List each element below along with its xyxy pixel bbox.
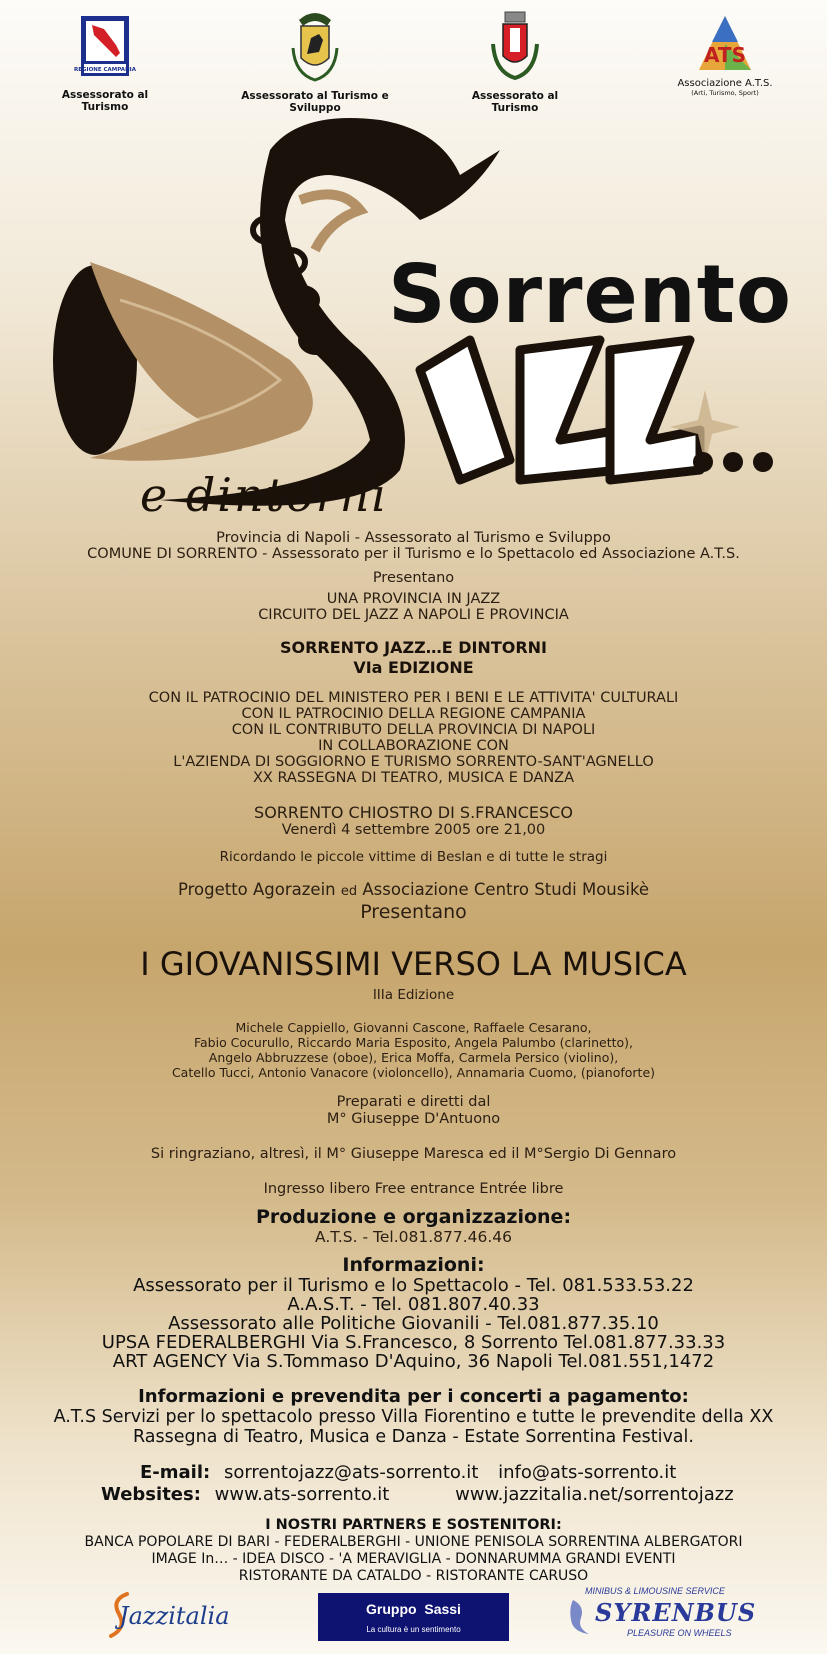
presenter-comune: COMUNE DI SORRENTO - Assessorato per il Turismo e lo Spettacolo ed Associazione A.T.S. xyxy=(87,546,740,562)
performer-line: Michele Cappiello, Giovanni Cascone, Raffaele Cesarano, xyxy=(235,1020,592,1035)
info-line: Assessorato per il Turismo e lo Spettacolo - Tel. 081.533.53.22 xyxy=(133,1275,694,1296)
directed-by-name: M° Giuseppe D'Antuono xyxy=(326,1111,501,1127)
sponsor-caption: Assessorato al Turismo e Sviluppo xyxy=(241,90,389,114)
ats-logo xyxy=(695,14,755,76)
project-mousike: Associazione Centro Studi Mousikè xyxy=(362,880,650,899)
websites-row xyxy=(101,1484,734,1505)
partners-line: BANCA POPOLARE DI BARI - FEDERALBERGHI - UNIONE PENISOLA SORRENTINA ALBERGATORI xyxy=(84,1534,743,1550)
project-ed: ed xyxy=(340,884,358,899)
edition-number: VIa EDIZIONE xyxy=(353,658,474,677)
directed-by-label: Preparati e diretti dal xyxy=(336,1094,491,1110)
sponsor-caption: Assessorato al Turismo xyxy=(471,90,559,114)
patronage-line: IN COLLABORAZIONE CON xyxy=(318,738,509,754)
project-line xyxy=(0,880,827,899)
patronage-line: CON IL PATROCINIO DELLA REGIONE CAMPANIA xyxy=(241,706,586,722)
email-link-sorrentojazz[interactable]: sorrentojazz@ats-sorrento.it xyxy=(223,1462,479,1483)
tickets-line: A.T.S Servizi per lo spettacolo presso Villa Fiorentino e tutte le prevendite della XX xyxy=(53,1407,774,1427)
email-link-info[interactable]: info@ats-sorrento.it xyxy=(498,1462,677,1483)
partners-line: RISTORANTE DA CATALDO - RISTORANTE CARUSO xyxy=(238,1568,589,1584)
concert-title: I GIOVANISSIMI VERSO LA MUSICA xyxy=(140,945,687,983)
circuito-jazz: CIRCUITO DEL JAZZ A NAPOLI E PROVINCIA xyxy=(258,607,569,623)
svg-text:REGIONE CAMPANIA: REGIONE CAMPANIA xyxy=(74,67,136,73)
email-label: E-mail: xyxy=(140,1462,211,1483)
provincia-in-jazz: UNA PROVINCIA IN JAZZ xyxy=(326,591,501,607)
sponsor-caption: Assessorato al Turismo xyxy=(61,89,149,113)
info-heading: Informazioni: xyxy=(342,1254,485,1276)
partners-heading: I NOSTRI PARTNERS E SOSTENITORI: xyxy=(265,1517,562,1533)
info-line: A.A.S.T. - Tel. 081.807.40.33 xyxy=(287,1294,540,1315)
patronage-line: L'AZIENDA DI SOGGIORNO E TURISMO SORRENTO-SANT'AGNELLO xyxy=(173,754,654,770)
partners-line: IMAGE In… - IDEA DISCO - 'A MERAVIGLIA - DONNARUMMA GRANDI EVENTI xyxy=(151,1551,676,1567)
tickets-heading: Informazioni e prevendita per i concerti a pagamento: xyxy=(138,1386,689,1407)
gruppo-sassi-logo xyxy=(318,1593,509,1641)
presenter-provincia: Provincia di Napoli - Assessorato al Turismo e Sviluppo xyxy=(216,530,611,546)
hero-title-sorrento: Sorrento xyxy=(388,248,792,341)
entrance-line: Ingresso libero Free entrance Entrée libre xyxy=(263,1181,564,1197)
performer-line: Catello Tucci, Antonio Vanacore (violoncello), Annamaria Cuomo, (pianoforte) xyxy=(171,1065,656,1080)
jazzitalia-wordmark: Jazzitalia xyxy=(119,1602,230,1630)
info-line: UPSA FEDERALBERGHI Via S.Francesco, 8 Sorrento Tel.081.877.33.33 xyxy=(101,1332,726,1353)
syrenbus-logo xyxy=(565,1586,755,1644)
performer-line: Angelo Abbruzzese (oboe), Erica Moffa, Carmela Persico (violino), xyxy=(208,1050,619,1065)
edition-title: SORRENTO JAZZ…E DINTORNI xyxy=(279,638,547,657)
patronage-line: CON IL CONTRIBUTO DELLA PROVINCIA DI NAPOLI xyxy=(231,722,596,738)
production-line: A.T.S. - Tel.081.877.46.46 xyxy=(314,1228,513,1246)
gruppo-sassi-tagline: La cultura è un sentimento xyxy=(366,1625,461,1634)
sponsor-ats xyxy=(660,8,790,97)
syrenbus-tagline: PLEASURE ON WHEELS xyxy=(627,1628,732,1638)
info-line: Assessorato alle Politiche Giovanili - Tel.081.877.35.10 xyxy=(168,1313,659,1334)
mermaid-icon xyxy=(565,1596,595,1636)
project-presentano: Presentano xyxy=(360,901,467,923)
syrenbus-top-line: MINIBUS & LIMOUSINE SERVICE xyxy=(585,1586,725,1596)
comune-sorrento-crest-icon xyxy=(485,8,545,86)
hero-title-dintorni: e dintorni xyxy=(140,468,389,522)
thanks-line: Si ringraziano, altresì, il M° Giuseppe Maresca ed il M°Sergio Di Gennaro xyxy=(150,1146,677,1162)
production-heading: Produzione e organizzazione: xyxy=(255,1206,572,1228)
venue-place: SORRENTO CHIOSTRO DI S.FRANCESCO xyxy=(254,803,573,822)
sponsor-caption: Associazione A.T.S. xyxy=(677,78,773,89)
website-link-jazzitalia[interactable]: www.jazzitalia.net/sorrentojazz xyxy=(455,1484,734,1505)
regione-campania-logo xyxy=(74,15,136,77)
patronage-line: CON IL PATROCINIO DEL MINISTERO PER I BENI E LE ATTIVITA' CULTURALI xyxy=(148,690,679,706)
sponsor-subcaption: (Arti, Turismo, Sport) xyxy=(691,89,759,97)
venue-dedication: Ricordando le piccole vittime di Beslan e di tutte le stragi xyxy=(219,849,608,865)
syrenbus-wordmark: SYRENBUS xyxy=(595,1598,757,1627)
info-line: ART AGENCY Via S.Tommaso D'Aquino, 36 Napoli Tel.081.551,1472 xyxy=(112,1351,715,1372)
jazzitalia-logo xyxy=(105,1590,245,1642)
provincia-napoli-crest-icon xyxy=(285,8,345,86)
gruppo-sassi-title: Gruppo Sassi xyxy=(366,1601,461,1617)
svg-text:ATS: ATS xyxy=(704,43,746,67)
presentano-label: Presentano xyxy=(372,570,455,586)
concert-edition: IIIa Edizione xyxy=(372,987,455,1003)
website-link-ats[interactable]: www.ats-sorrento.it xyxy=(214,1484,390,1505)
websites-label: Websites: xyxy=(101,1484,201,1505)
email-row xyxy=(140,1462,676,1483)
tickets-line: Rassegna di Teatro, Musica e Danza - Estate Sorrentina Festival. xyxy=(133,1427,694,1447)
patronage-line: XX RASSEGNA DI TEATRO, MUSICA E DANZA xyxy=(252,770,575,786)
performer-line: Fabio Cocurullo, Riccardo Maria Esposito, Angela Palumbo (clarinetto), xyxy=(193,1035,634,1050)
project-agorazein: Progetto Agorazein xyxy=(177,880,336,899)
venue-date: Venerdì 4 settembre 2005 ore 21,00 xyxy=(281,822,546,838)
